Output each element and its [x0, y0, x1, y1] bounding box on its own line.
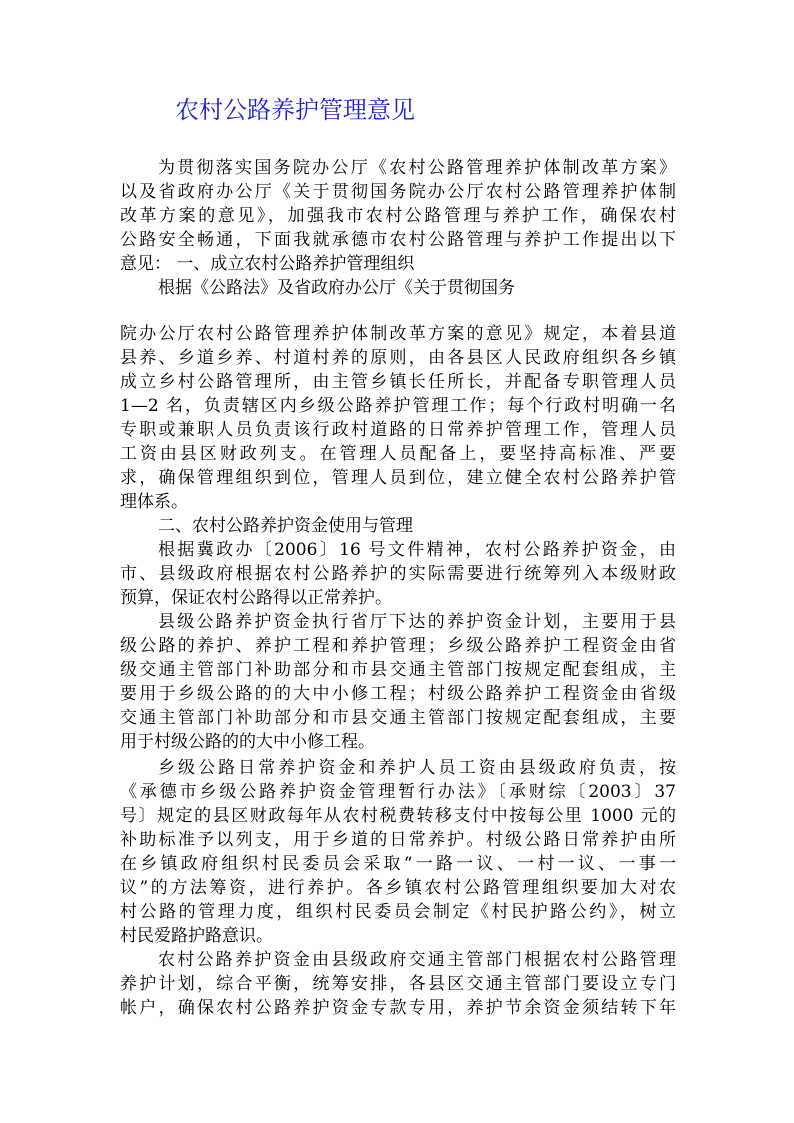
text-line: 议”的方法筹资，进行养护。各乡镇农村公路管理组织要加大对农 — [120, 878, 676, 898]
text-line: 补助标准予以列支，用于乡道的日常养护。村级公路日常养护由所 — [120, 830, 676, 850]
section-heading: 二、农村公路养护资金使用与管理 — [158, 516, 413, 536]
text-line: 《承德市乡级公路养护资金管理暂行办法》〔承财综〔2003〕37 — [120, 782, 676, 802]
text-line: 为贯彻落实国务院办公厅《农村公路管理养护体制改革方案》 — [158, 158, 676, 178]
text-line: 在乡镇政府组织村民委员会采取“一路一议、一村一议、一事一 — [120, 854, 676, 874]
text-line: 意见： 一、成立农村公路养护管理组织 — [120, 254, 415, 274]
text-line: 帐户，确保农村公路养护资金专款专用，养护节余资金须结转下年 — [120, 998, 676, 1018]
text-line: 院办公厅农村公路管理养护体制改革方案的意见》规定，本着县道 — [120, 324, 676, 344]
text-line: 理体系。 — [120, 492, 188, 512]
text-line: 预算，保证农村公路得以正常养护。 — [120, 588, 392, 608]
text-line: 公路安全畅通，下面我就承德市农村公路管理与养护工作提出以下 — [120, 230, 676, 250]
text-line: 要用于乡级公路的的大中小修工程；村级公路养护工程资金由省级 — [120, 684, 676, 704]
text-line: 以及省政府办公厅《关于贯彻国务院办公厅农村公路管理养护体制 — [120, 182, 676, 202]
text-line: 县级公路养护资金执行省厅下达的养护资金计划，主要用于县 — [158, 612, 676, 632]
text-line: 根据冀政办〔2006〕16 号文件精神，农村公路养护资金，由 — [158, 540, 676, 560]
text-line: 级公路的养护、养护工程和养护管理；乡级公路养护工程资金由省 — [120, 636, 676, 656]
text-line: 1—2 名，负责辖区内乡级公路养护管理工作；每个行政村明确一名 — [120, 396, 676, 416]
text-line: 市、县级政府根据农村公路养护的实际需要进行统筹列入本级财政 — [120, 564, 676, 584]
text-line: 工资由县区财政列支。在管理人员配备上，要坚持高标准、严要 — [120, 444, 676, 464]
text-line: 乡级公路日常养护资金和养护人员工资由县级政府负责，按 — [158, 758, 676, 778]
document-title: 农村公路养护管理意见 — [175, 96, 415, 124]
text-line: 改革方案的意见》，加强我市农村公路管理与养护工作，确保农村 — [120, 206, 676, 226]
text-line: 成立乡村公路管理所，由主管乡镇长任所长，并配备专职管理人员 — [120, 372, 676, 392]
text-line: 村公路的管理力度，组织村民委员会制定《村民护路公约》，树立 — [120, 902, 676, 922]
text-line: 根据《公路法》及省政府办公厅《关于贯彻国务 — [158, 278, 515, 298]
text-line: 县养、乡道乡养、村道村养的原则，由各县区人民政府组织各乡镇 — [120, 348, 676, 368]
text-line: 号〕规定的县区财政每年从农村税费转移支付中按每公里 1000 元的 — [120, 806, 676, 826]
text-line: 交通主管部门补助部分和市县交通主管部门按规定配套组成，主要 — [120, 708, 676, 728]
text-line: 农村公路养护资金由县级政府交通主管部门根据农村公路管理 — [158, 950, 676, 970]
text-line: 级交通主管部门补助部分和市县交通主管部门按规定配套组成，主 — [120, 660, 676, 680]
text-line: 养护计划，综合平衡，统筹安排，各县区交通主管部门要设立专门 — [120, 974, 676, 994]
text-line: 村民爱路护路意识。 — [120, 926, 273, 946]
text-line: 求，确保管理组织到位，管理人员到位，建立健全农村公路养护管 — [120, 468, 676, 488]
text-line: 用于村级公路的的大中小修工程。 — [120, 732, 375, 752]
text-line: 专职或兼职人员负责该行政村道路的日常养护管理工作，管理人员 — [120, 420, 676, 440]
